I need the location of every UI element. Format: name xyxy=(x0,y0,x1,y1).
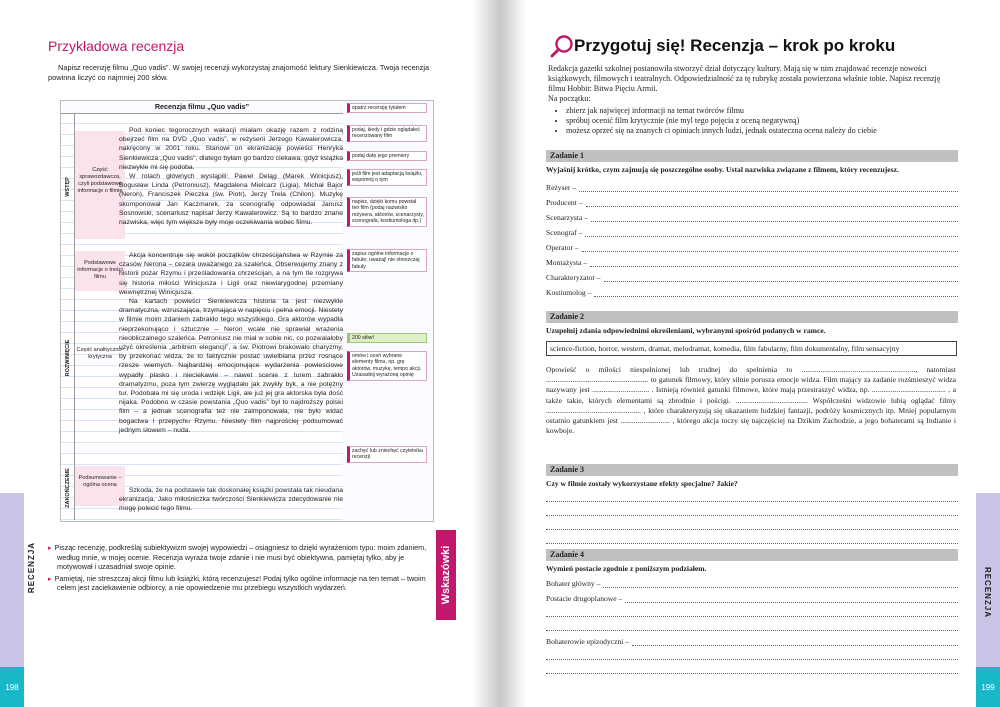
page-title: Przygotuj się! Recenzja – krok po kroku xyxy=(574,36,896,55)
review-paragraph: Na kartach powieści Sienkiewicza historia ta jest niezwykle dramatyczna, wzruszająca, trzymająca w napięciu i pełna emocji. Niestety w filmie moim zdaniem zabrakło tego wszystkiego. Gra aktorów wypadła nieprzekonująco i sztucznie – Neron wcale nie sprawiał wrażenia nieobliczalnego szaleńca. Petroniusz nie miał w sobie nic, co pozwalałoby użyć określenia „arbitrem elegancji”, a św. Piotrowi brakowało charyzmy, by przekonać widza, że to faktycznie postać uwielbiana przez rosnące rzesze wiernych. Najbardziej emocjonujące wydarzenia powieściowe wypadły płasko i nieciekawie – nawet scenie z turem zabrakło dramatyzmu, poza tym zwierzę wyglądało jak zwykły byk, a nie potężny tur. Podobała mi się uroda i wdzięk Ligii, ale już jej gra aktorska była dość nijaka. Podobno w czasie powstania „Quo vadis” był to najdroższy polski film – a jednak scenografia też nie zaimponowała, nie było widać bogactwa i przepychu Rzymu. Niestety film najprościej podsumować jednym słowem – nuda. xyxy=(119,298,343,434)
review-paragraph: Pod koniec tegorocznych wakacji miałam okazję razem z rodziną obejrzeć film na DVD „Quo vadis”, w reżyserii Jerzego Kawalerowicza, nakręcony w 2001 roku. Stanowi on ekranizację powieści Henryka Sienkiewicza „Quo vadis”, dlatego byłam go bardzo ciekawa, gdyż książka niezwykle mi się podoba. xyxy=(119,127,343,171)
review-paragraph: W rolach głównych wystąpili: Paweł Deląg (Marek Winicjusz), Bogusław Linda (Petroniusz), Magdalena Mielcarz (Ligia), Michał Bajor (Neron), Franciszek Pieczka (św. Piotr), Jerzy Trela (Chilon). Muzykę skomponował Jan Kaczmarek, za scenografię odpowiadał Janusz Sosnowski, scenariusz napisał Jerzy Kawalerowicz. Są to bardzo znane nazwiska, więc tym większe były moje oczekiwania wobec filmu. xyxy=(119,173,343,227)
margin-note-word-count: 200 słów! xyxy=(347,333,427,343)
intro-text xyxy=(548,64,958,136)
review-paragraphs-end xyxy=(119,486,343,514)
answer-line[interactable]: Montażysta – xyxy=(546,252,958,267)
review-paragraphs-intro xyxy=(119,126,343,227)
task-header: Zadanie 2 xyxy=(546,311,958,323)
task-1 xyxy=(546,150,958,297)
side-tab xyxy=(0,493,37,707)
margin-note: jeśli film jest adaptacją książki, wspomnij o tym xyxy=(347,169,427,186)
task-2 xyxy=(546,311,958,436)
task-header: Zadanie 3 xyxy=(546,464,958,476)
section-label: Podsumowanie – ogólna ocena xyxy=(78,475,122,488)
margin-note: podaj, kiedy i gdzie oglądałeś recenzowany film xyxy=(347,125,427,142)
page-title: Przykładowa recenzja xyxy=(48,38,185,54)
right-page xyxy=(500,0,1000,707)
hint-item: ▸ Pamiętaj, nie streszczaj akcji filmu lub książki, którą recenzujesz! Podaj tylko ogólne informacje na ten temat – twoim celem jest zaciekawienie odbiorcy, a nie opowiedzenie mu przebiegu wszystkich wydarzeń. xyxy=(57,574,428,593)
margin-note: podaj datę jego premiery xyxy=(347,151,427,161)
intro-start: Na początku: xyxy=(548,94,591,103)
task-question: Wymień postacie zgodnie z poniższym podziałem. xyxy=(546,564,707,573)
margin-note: napisz, dzięki komu powstał ten film (podaj nazwisko reżysera, aktorów, scenarzysty, scenografa, kostiumologa itp.) xyxy=(347,197,427,227)
fill-in-text[interactable]: Opowieść o miłości niespełnionej lub trudnej do spełnienia to ............................................................, natomiast ...................................................... to gatunek filmowy, który silnie porusza emocje widza. Film mający za zadanie rozśmieszyć widza nazywany jest .............................. . Istnieją również gatunki filmowe, które mają przestraszyć widza, np. ....................................... , a także takie, których elementami są zbrodnie i pościgi. ...................................... Współcześni widzowie lubią oglądać filmy .................................................. , które charakteryzują się ukazaniem ludzkiej fantazji, podróży kosmicznych itp. Mniej popularnym ostatnio gatunkiem jest .......................... , którego akcja toczy się najczęściej na Dzikim Zachodzie, a jego bohaterami są Indianie i kowboje. xyxy=(546,365,956,436)
task-intro: Napisz recenzję filmu „Quo vadis”. W swojej recenzji wykorzystaj znajomość lektury Sienkiewicza. Twoja recenzja powinna liczyć co najmniej 200 słów. xyxy=(48,63,430,82)
margin-note: opatrz recenzję tytułem xyxy=(347,103,427,113)
answer-line[interactable] xyxy=(546,603,958,617)
hints-tab: Wskazówki xyxy=(436,530,456,620)
intro-paragraph: Redakcja gazetki szkolnej postanowiła stworzyć dział dotyczący kultury. Mają się w nim znajdować recenzje nowości książkowych, filmowych i teatralnych. Odpowiedzialność za tę rubrykę została powierzona właśnie tobie. Napisz recenzję filmu Hobbit: Bitwa Pięciu Armii. xyxy=(548,64,941,93)
bullet: • możesz oprzeć się na znanych ci opiniach innych ludzi, jednak ostateczna ocena należy do ciebie xyxy=(566,126,958,136)
review-paragraphs-body xyxy=(119,251,343,435)
answer-line[interactable] xyxy=(546,530,958,544)
page-number: 199 xyxy=(976,667,1000,707)
side-label: RECENZJA xyxy=(27,541,37,594)
side-label: RECENZJA xyxy=(983,566,993,619)
margin-note: zapisz ogólne informacje o fabule; uważaj! nie streszczaj fabuły xyxy=(347,249,427,272)
bullet: • zbierz jak najwięcej informacji na temat twórców filmu xyxy=(566,106,958,116)
hints-box xyxy=(48,543,428,595)
margin-note: zachęć lub zniechęć czytelnika recenzji xyxy=(347,446,427,463)
page-number: 198 xyxy=(0,667,24,707)
answer-line[interactable] xyxy=(546,516,958,530)
hint-item: ▸ Pisząc recenzję, podkreślaj subiektywizm swojej wypowiedzi – osiągniesz to dzięki wyrażeniom typu: moim zdaniem, według mnie, w mojej ocenie. Recenzja wyraża twoje zdanie i nie musi być obiektywna, pamiętaj tylko, aby je motywował i uzasadniał swoje opinie. xyxy=(57,543,428,572)
answer-line[interactable] xyxy=(546,617,958,631)
answer-line[interactable]: Producent – xyxy=(546,192,958,207)
side-tab xyxy=(976,493,1000,707)
task-3 xyxy=(546,464,958,544)
section-label: Część sprawozdawcza, czyli podstawowe informacje o filmie xyxy=(77,167,123,194)
answer-line[interactable]: Scenarzysta – xyxy=(546,207,958,222)
task-question: Uzupełnij zdania odpowiednimi określeniami, wybranymi spośród podanych w ramce. xyxy=(546,326,826,335)
answer-line[interactable]: Bohaterowie epizodyczni – xyxy=(546,631,958,646)
word-box: science-fiction, horror, western, dramat, melodramat, komedia, film fabularny, film dokumentalny, film sensacyjny xyxy=(546,341,957,356)
task-4 xyxy=(546,549,958,674)
task-question: Czy w filmie zostały wykorzystane efekty specjalne? Jakie? xyxy=(546,479,738,488)
review-paragraph: Szkoda, że na podstawie tak doskonałej książki powstała tak nieudana ekranizacja. Jako miłośniczka twórczości Sienkiewicza zdecydowanie nie mogę polecić tego filmu. xyxy=(119,487,343,513)
task-question: Wyjaśnij krótko, czym zajmują się poszczególne osoby. Ustal nazwiska związane z filmem, który recenzujesz. xyxy=(546,165,899,174)
answer-line[interactable] xyxy=(546,660,958,674)
answer-line[interactable]: Scenograf – xyxy=(546,222,958,237)
margin-note: omów i oceń wybrane elementy filmu, np. grę aktorów, muzykę, tempo akcji. Uzasadnij wyrażoną opinię xyxy=(347,351,427,381)
section-label: Część analityczno-krytyczna xyxy=(76,347,124,360)
section-label: Podstawowe informacje o treści filmu xyxy=(77,260,123,280)
col-wstep: WSTĘP xyxy=(61,114,75,260)
bullet: • spróbuj ocenić film krytycznie (nie myl tego pojęcia z oceną negatywną) xyxy=(566,116,958,126)
answer-line[interactable]: Bohater główny – xyxy=(546,573,958,588)
answer-line[interactable] xyxy=(546,488,958,502)
answer-line[interactable]: Operator – xyxy=(546,237,958,252)
answer-line[interactable]: Postacie drugoplanowe – xyxy=(546,588,958,603)
answer-line[interactable] xyxy=(546,502,958,516)
task-header: Zadanie 4 xyxy=(546,549,958,561)
answer-line[interactable]: Reżyser – xyxy=(546,177,958,192)
answer-line[interactable]: Kostiumolog – xyxy=(546,282,958,297)
intro-bullets xyxy=(548,106,958,136)
col-zakonczenie: ZAKOŃCZENIE xyxy=(61,456,75,520)
col-rozwiniecie: ROZWINIĘCIE xyxy=(61,260,75,456)
review-title: Recenzja filmu „Quo vadis” xyxy=(61,101,343,114)
sample-review-table xyxy=(60,100,434,522)
answer-line[interactable]: Charakteryzator – xyxy=(546,267,958,282)
magnifier-icon xyxy=(550,34,574,58)
task-header: Zadanie 1 xyxy=(546,150,958,162)
answer-line[interactable] xyxy=(546,646,958,660)
review-paragraph: Akcja koncentruje się wokół początków chrześcijaństwa w Rzymie za czasów Nerona – cezara uważanego za szaleńca. Obserwujemy znany z historii pożar Rzymu i prześladowania chrześcijan, a na tym tle rozgrywa się historia miłości Winicjusza i Ligii oraz niewiarygodnej przemiany wewnętrznej Winicjusza. xyxy=(119,252,343,296)
